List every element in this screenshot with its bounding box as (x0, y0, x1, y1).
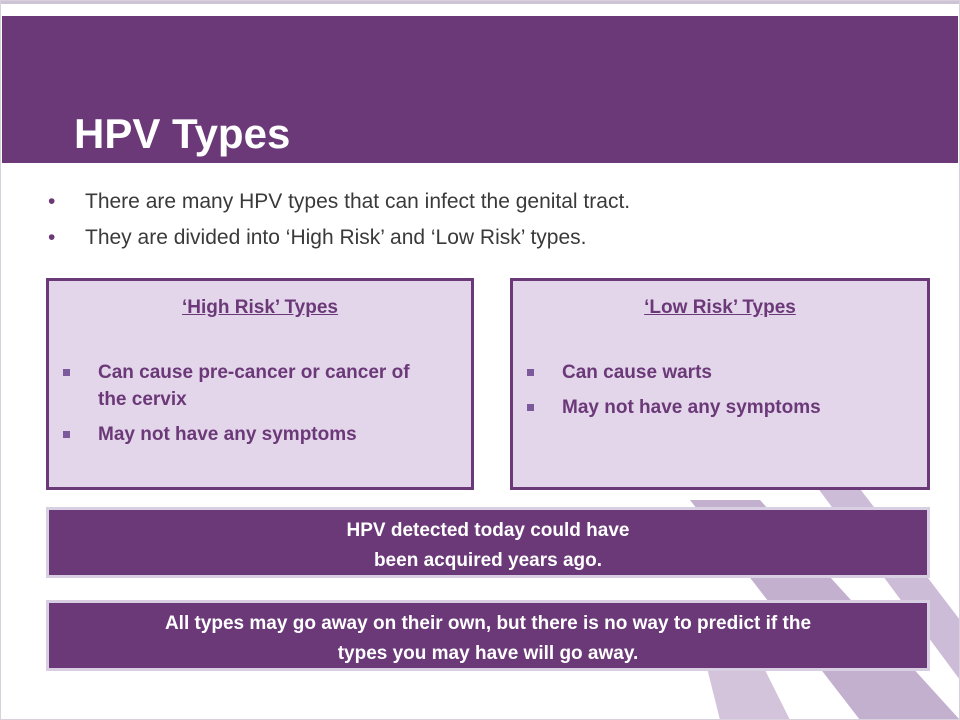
intro-bullet-text: They are divided into ‘High Risk’ and ‘Low Risk’ types. (85, 226, 587, 249)
list-item (48, 184, 630, 220)
list-item (48, 220, 630, 256)
list-item (63, 421, 443, 448)
intro-bullet-text: There are many HPV types that can infect the genital tract. (85, 190, 631, 213)
square-bullet-icon (63, 431, 70, 438)
square-bullet-icon (527, 369, 534, 376)
high-risk-list (63, 359, 443, 456)
low-risk-item-text: May not have any symptoms (562, 397, 821, 418)
square-bullet-icon (527, 404, 534, 411)
low-risk-title: ‘Low Risk’ Types (644, 297, 796, 318)
low-risk-list (527, 359, 827, 429)
list-item (527, 359, 827, 386)
banner-line: types you may have will go away. (337, 643, 639, 664)
square-bullet-icon (63, 369, 70, 376)
hpv-detected-banner (46, 507, 930, 578)
low-risk-box (510, 278, 930, 490)
banner-line: HPV detected today could have (346, 520, 630, 541)
bullet-icon: • (48, 226, 56, 249)
list-item (63, 359, 443, 413)
banner-line: been acquired years ago. (373, 550, 603, 571)
list-item (527, 394, 827, 421)
intro-bullet-list (48, 184, 630, 256)
banner-line: All types may go away on their own, but there is no way to predict if the (164, 613, 812, 634)
bullet-icon: • (48, 190, 56, 213)
high-risk-item-text: May not have any symptoms (98, 424, 357, 445)
high-risk-box (46, 278, 474, 490)
slide-title: HPV Types (74, 110, 291, 157)
low-risk-item-text: Can cause warts (562, 362, 712, 383)
high-risk-title: ‘High Risk’ Types (182, 297, 338, 318)
go-away-banner (46, 600, 930, 671)
high-risk-item-text: Can cause pre-cancer or cancer of the cervix (98, 362, 410, 410)
